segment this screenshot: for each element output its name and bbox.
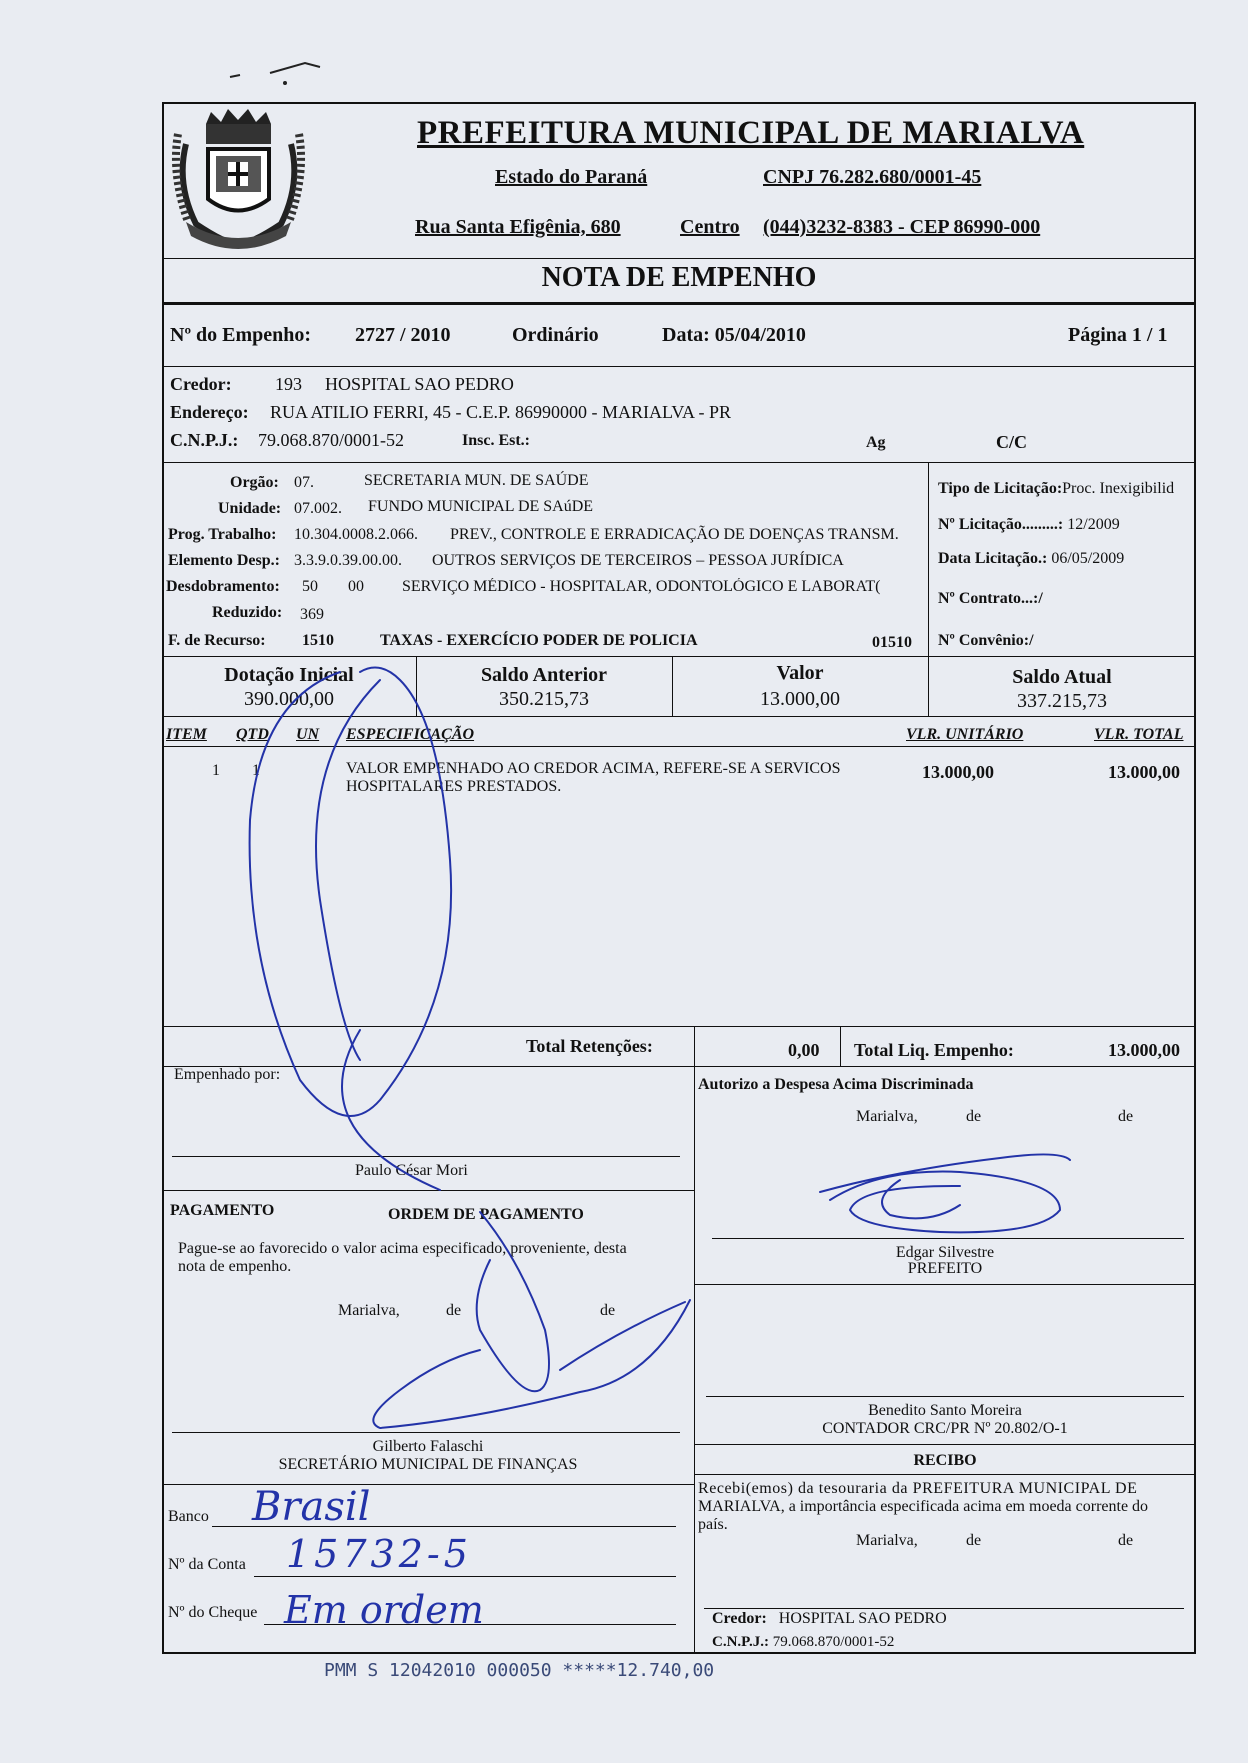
saldo-anterior-value: 350.215,73 xyxy=(499,688,589,710)
recurso-code: 1510 xyxy=(302,632,334,649)
dotacao-inicial-label: Dotação Inicial xyxy=(224,664,354,686)
secretario-signature xyxy=(373,1212,690,1428)
reduzido-value: 369 xyxy=(300,606,324,623)
data-licitacao: Data Licitação.: 06/05/2009 xyxy=(938,550,1125,567)
recibo-credor: Credor: HOSPITAL SAO PEDRO xyxy=(712,1610,947,1627)
numero-contrato: Nº Contrato...:/ xyxy=(938,590,1043,607)
recibo-marialva: Marialva, xyxy=(856,1532,918,1549)
recibo-credor-cnpj: C.N.P.J.: 79.068.870/0001-52 xyxy=(712,1634,895,1650)
credor-name: HOSPITAL SAO PEDRO xyxy=(325,374,514,394)
dotacao-inicial-value: 390.000,00 xyxy=(244,688,334,710)
district-label: Centro xyxy=(680,216,740,238)
empenhado-por-label: Empenhado por: xyxy=(174,1066,281,1083)
handwritten-banco: Brasil xyxy=(252,1484,371,1530)
prog-trabalho-code: 10.304.0008.2.066. xyxy=(294,526,418,543)
item-number: 1 xyxy=(212,762,220,779)
total-liquido-value: 13.000,00 xyxy=(1108,1040,1180,1060)
document-type-title: NOTA DE EMPENHO xyxy=(541,262,817,293)
valor-label: Valor xyxy=(776,662,824,684)
saldo-anterior-label: Saldo Anterior xyxy=(480,664,608,686)
autorizo-label: Autorizo a Despesa Acima Discriminada xyxy=(698,1076,974,1093)
state-label: Estado do Paraná xyxy=(495,166,648,188)
conta-label: Nº da Conta xyxy=(168,1556,246,1573)
recibo-title: RECIBO xyxy=(913,1452,977,1469)
saldo-atual-value: 337.215,73 xyxy=(1017,690,1107,712)
pague-text-line-1: Pague-se ao favorecido o valor acima especificado, proveniente, desta xyxy=(178,1240,627,1257)
items-header-qtd: QTD xyxy=(236,726,269,743)
items-header-total-value: VLR. TOTAL xyxy=(1094,726,1184,743)
desdobramento-a: 50 xyxy=(302,578,318,595)
total-liquido-label: Total Liq. Empenho: xyxy=(854,1040,1014,1060)
prog-trabalho-name: PREV., CONTROLE E ERRADICAÇÃO DE DOENÇAS TRANSM. xyxy=(450,526,899,543)
credor-cnpj-label: C.N.P.J.: xyxy=(170,430,239,450)
numero-convenio: Nº Convênio:/ xyxy=(938,632,1034,649)
cnpj-label: CNPJ 76.282.680/0001-45 xyxy=(763,166,982,188)
reduzido-label: Reduzido: xyxy=(212,604,283,621)
prog-trabalho-label: Prog. Trabalho: xyxy=(168,526,277,543)
orgao-code: 07. xyxy=(294,474,314,491)
elemento-code: 3.3.9.0.39.00.00. xyxy=(294,552,402,569)
phone-cep-label: (044)3232-8383 - CEP 86990-000 xyxy=(763,216,1041,238)
item-total-value: 13.000,00 xyxy=(1108,762,1180,782)
recurso-name: TAXAS - EXERCÍCIO PODER DE POLICIA xyxy=(380,632,698,649)
unidade-code: 07.002. xyxy=(294,500,342,517)
ordem-pagamento-label: ORDEM DE PAGAMENTO xyxy=(388,1206,584,1223)
credor-address-label: Endereço: xyxy=(170,402,249,422)
item-description-line-1: VALOR EMPENHADO AO CREDOR ACIMA, REFERE-SE A SERVICOS xyxy=(346,760,841,777)
total-retencoes-value: 0,00 xyxy=(788,1040,820,1060)
items-header-un: UN xyxy=(296,726,320,743)
elemento-name: OUTROS SERVIÇOS DE TERCEIROS – PESSOA JURÍDICA xyxy=(432,552,844,569)
tipo-licitacao: Tipo de Licitação:Proc. Inexigibilid xyxy=(938,480,1175,497)
contador-name: Benedito Santo Moreira xyxy=(868,1402,1022,1419)
contador-role: CONTADOR CRC/PR Nº 20.802/O-1 xyxy=(822,1420,1068,1437)
secretario-role: SECRETÁRIO MUNICIPAL DE FINANÇAS xyxy=(278,1456,578,1473)
item-unit-value: 13.000,00 xyxy=(922,762,994,782)
credor-label: Credor: xyxy=(170,374,232,394)
desdobramento-b: 00 xyxy=(348,578,364,595)
prefeito-signature xyxy=(820,1154,1070,1232)
page-title: PREFEITURA MUNICIPAL DE MARIALVA xyxy=(417,115,1085,151)
pagamento-marialva: Marialva, xyxy=(338,1302,400,1319)
item-description-line-2: HOSPITALARES PRESTADOS. xyxy=(346,778,562,795)
payment-stamp: PMM S 12042010 000050 *****12.740,00 xyxy=(324,1660,715,1681)
numero-licitacao: Nº Licitação.........: 12/2009 xyxy=(938,516,1120,533)
total-retencoes-label: Total Retenções: xyxy=(526,1036,653,1056)
recibo-de-2: de xyxy=(1118,1532,1134,1549)
prefeito-role: PREFEITO xyxy=(907,1260,983,1277)
page-number: Página 1 / 1 xyxy=(1068,324,1168,346)
handwritten-cheque: Em ordem xyxy=(284,1588,484,1632)
signature-loop-2 xyxy=(316,680,380,1060)
recibo-de-1: de xyxy=(966,1532,982,1549)
desdobramento-label: Desdobramento: xyxy=(166,578,280,595)
autorizo-de-2: de xyxy=(1118,1108,1134,1125)
item-qty: 1 xyxy=(252,762,260,779)
items-header-item: ITEM xyxy=(166,726,207,743)
recibo-text: Recebi(emos) da tesouraria da PREFEITURA MUNICIPAL DE MARIALVA, a importância especificada acima em moeda corrente do país. xyxy=(698,1480,1149,1533)
empenho-type: Ordinário xyxy=(512,324,599,346)
recurso-code-2: 01510 xyxy=(872,634,912,651)
handwritten-conta: 15732-5 xyxy=(286,1532,472,1576)
pague-text-line-2: nota de empenho. xyxy=(178,1258,292,1275)
banco-label: Banco xyxy=(168,1508,209,1525)
insc-est-label: Insc. Est.: xyxy=(462,432,531,449)
secretario-name: Gilberto Falaschi xyxy=(372,1438,484,1455)
pagamento-de-2: de xyxy=(600,1302,616,1319)
unidade-name: FUNDO MUNICIPAL DE SAúDE xyxy=(368,498,594,515)
valor-value: 13.000,00 xyxy=(760,688,840,710)
items-header-unit-value: VLR. UNITÁRIO xyxy=(906,726,1024,743)
elemento-label: Elemento Desp.: xyxy=(168,552,280,569)
saldo-atual-label: Saldo Atual xyxy=(1012,666,1112,688)
address-label: Rua Santa Efigênia, 680 xyxy=(415,216,621,238)
cc-label: C/C xyxy=(996,432,1027,452)
autorizo-de-1: de xyxy=(966,1108,982,1125)
unidade-label: Unidade: xyxy=(218,500,282,517)
credor-address: RUA ATILIO FERRI, 45 - C.E.P. 86990000 - MARIALVA - PR xyxy=(270,402,732,422)
autorizo-marialva: Marialva, xyxy=(856,1108,918,1125)
orgao-name: SECRETARIA MUN. DE SAÚDE xyxy=(364,472,589,489)
ag-label: Ag xyxy=(866,434,886,451)
credor-code: 193 xyxy=(275,374,302,394)
orgao-label: Orgão: xyxy=(230,474,279,491)
empenho-number: 2727 / 2010 xyxy=(355,324,451,346)
pagamento-de-1: de xyxy=(446,1302,462,1319)
empenho-date: Data: 05/04/2010 xyxy=(662,324,806,346)
desdobramento-name: SERVIÇO MÉDICO - HOSPITALAR, ODONTOLÓGICO E LABORAT( xyxy=(402,578,881,595)
items-header-especificacao: ESPECIFICAÇÃO xyxy=(346,726,475,743)
recurso-label: F. de Recurso: xyxy=(168,632,266,649)
pagamento-label: PAGAMENTO xyxy=(170,1202,275,1219)
empenho-number-label: Nº do Empenho: xyxy=(170,324,312,346)
empenhado-por-name: Paulo César Mori xyxy=(355,1162,468,1179)
cheque-label: Nº do Cheque xyxy=(168,1604,258,1621)
prefeito-name: Edgar Silvestre xyxy=(895,1244,995,1261)
credor-cnpj: 79.068.870/0001-52 xyxy=(258,430,404,450)
